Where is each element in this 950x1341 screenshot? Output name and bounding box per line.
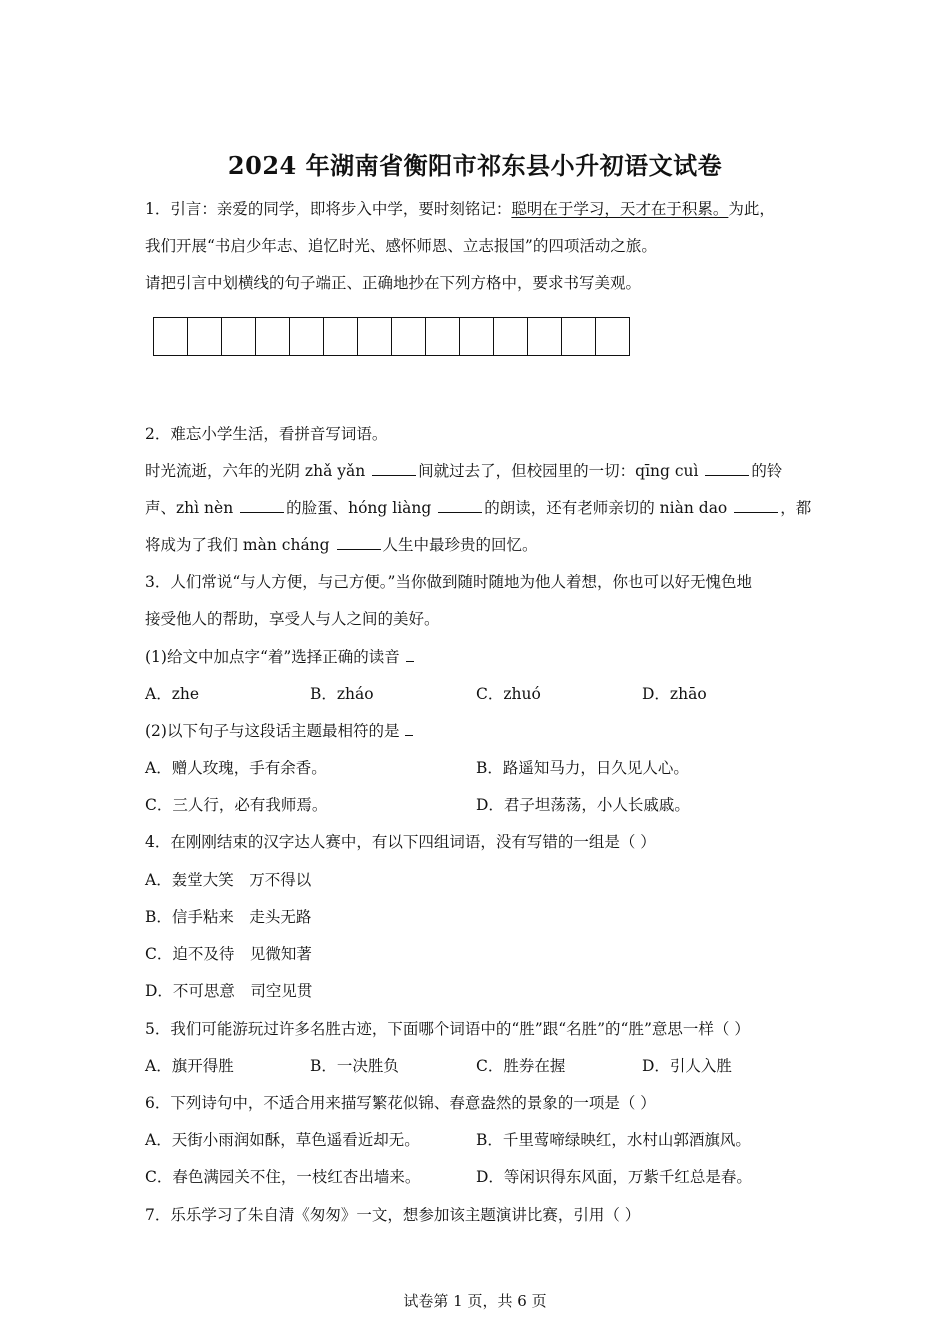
q3-sub2-option-d[interactable]: D．君子坦荡荡，小人长戚戚。 (476, 796, 690, 814)
q6-option-d[interactable]: D．等闲识得东风面，万紫千红总是春。 (476, 1168, 752, 1186)
q2-text: 的脸蛋、hóng liàng (286, 499, 437, 517)
q3-stem-line2: 接受他人的帮助，享受人与人之间的美好。 (145, 610, 440, 628)
q6-option-b[interactable]: B．千里莺啼绿映红，水村山郭酒旗风。 (476, 1131, 751, 1149)
grid-cell[interactable] (460, 318, 494, 355)
q5-stem: 5．我们可能游玩过许多名胜古迹，下面哪个词语中的“胜”跟“名胜”的“胜”意思一样（ ） (145, 1020, 750, 1038)
q1-line2: 我们开展“书启少年志、追忆时光、感怀师恩、立志报国”的四项活动之旅。 (145, 237, 657, 255)
grid-cell[interactable] (562, 318, 596, 355)
q5-option-b[interactable]: B．一决胜负 (310, 1057, 399, 1075)
grid-cell[interactable] (256, 318, 290, 355)
q2-stem: 2．难忘小学生活，看拼音写词语。 (145, 425, 388, 443)
grid-cell[interactable] (188, 318, 222, 355)
q6-stem: 6．下列诗句中，不适合用来描写繁花似锦、春意盎然的景象的一项是（ ） (145, 1094, 656, 1112)
q4-option-d[interactable]: D．不可思意 司空见贯 (145, 982, 313, 1000)
q1-line1 (145, 198, 775, 220)
q1-intro: 1．引言：亲爱的同学，即将步入中学，要时刻铭记： (145, 200, 512, 218)
q2-text: ，都 (780, 499, 812, 517)
grid-cell[interactable] (324, 318, 358, 355)
q6-option-a[interactable]: A．天街小雨润如酥，草色遥看近却无。 (145, 1131, 420, 1149)
answer-blank[interactable] (705, 461, 749, 476)
q1-instruction: 请把引言中划横线的句子端正、正确地抄在下列方格中，要求书写美观。 (145, 274, 642, 292)
q2-text: 声、zhì nèn (145, 499, 239, 517)
q3-sub1-text: (1)给文中加点字“着”选择正确的读音 (145, 648, 400, 666)
grid-cell[interactable] (358, 318, 392, 355)
page-footer: 试卷第 1 页，共 6 页 (403, 1292, 547, 1310)
q2-para-line1 (145, 460, 782, 482)
q4-option-a[interactable]: A．轰堂大笑 万不得以 (145, 871, 312, 889)
q2-para-line2 (145, 497, 811, 519)
q1-underlined-sentence: 聪明在于学习，天才在于积累。 (511, 200, 729, 218)
q4-option-b[interactable]: B．信手粘来 走头无路 (145, 908, 312, 926)
grid-cell[interactable] (222, 318, 256, 355)
q1-intro-end: 为此， (728, 200, 775, 218)
q3-sub2-option-b[interactable]: B．路遥知马力，日久见人心。 (476, 759, 689, 777)
q3-sub1 (145, 646, 414, 668)
q3-stem-line1: 3．人们常说“与人方便，与己方便。”当你做到随时随地为他人着想，你也可以好无愧色地 (145, 573, 752, 591)
q2-para-line3 (145, 534, 538, 556)
q5-option-d[interactable]: D．引人入胜 (642, 1057, 732, 1075)
answer-blank[interactable] (337, 535, 381, 550)
q3-sub1-option-d[interactable]: D．zhāo (642, 685, 707, 703)
q5-option-c[interactable]: C．胜券在握 (476, 1057, 566, 1075)
q3-sub2 (145, 720, 413, 742)
answer-blank[interactable] (406, 647, 414, 662)
q2-text: 将成为了我们 màn cháng (145, 536, 335, 554)
grid-cell[interactable] (392, 318, 426, 355)
q3-sub2-text: (2)以下句子与这段话主题最相符的是 (145, 722, 400, 740)
q4-stem: 4．在刚刚结束的汉字达人赛中，有以下四组词语，没有写错的一组是（ ） (145, 833, 656, 851)
q3-sub2-option-a[interactable]: A．赠人玫瑰，手有余香。 (145, 759, 327, 777)
grid-cell[interactable] (290, 318, 324, 355)
q3-sub1-option-b[interactable]: B．zháo (310, 685, 374, 703)
q5-option-a[interactable]: A．旗开得胜 (145, 1057, 234, 1075)
grid-cell[interactable] (154, 318, 188, 355)
q4-option-c[interactable]: C．迫不及待 见微知著 (145, 945, 312, 963)
answer-blank[interactable] (240, 498, 284, 513)
grid-cell[interactable] (596, 318, 630, 355)
answer-blank[interactable] (438, 498, 482, 513)
answer-blank[interactable] (372, 461, 416, 476)
q7-stem: 7．乐乐学习了朱自清《匆匆》一文，想参加该主题演讲比赛，引用（ ） (145, 1206, 641, 1224)
q3-sub1-option-a[interactable]: A．zhe (145, 685, 200, 703)
q2-text: 人生中最珍贵的回忆。 (382, 536, 538, 554)
q3-sub1-option-c[interactable]: C．zhuó (476, 685, 541, 703)
q2-text: 时光流逝，六年的光阴 zhǎ yǎn (145, 462, 371, 480)
copy-grid[interactable] (153, 317, 630, 356)
grid-cell[interactable] (494, 318, 528, 355)
answer-blank[interactable] (734, 498, 778, 513)
q2-text: 的铃 (751, 462, 783, 480)
q3-sub2-option-c[interactable]: C．三人行，必有我师焉。 (145, 796, 328, 814)
q6-option-c[interactable]: C．春色满园关不住，一枝红杏出墙来。 (145, 1168, 421, 1186)
page-title: 2024 年湖南省衡阳市祁东县小升初语文试卷 (227, 151, 723, 180)
q2-text: 间就过去了，但校园里的一切：qīng cuì (418, 462, 704, 480)
grid-cell[interactable] (528, 318, 562, 355)
answer-blank[interactable] (405, 721, 413, 736)
q2-text: 的朗读，还有老师亲切的 niàn dao (484, 499, 733, 517)
grid-cell[interactable] (426, 318, 460, 355)
